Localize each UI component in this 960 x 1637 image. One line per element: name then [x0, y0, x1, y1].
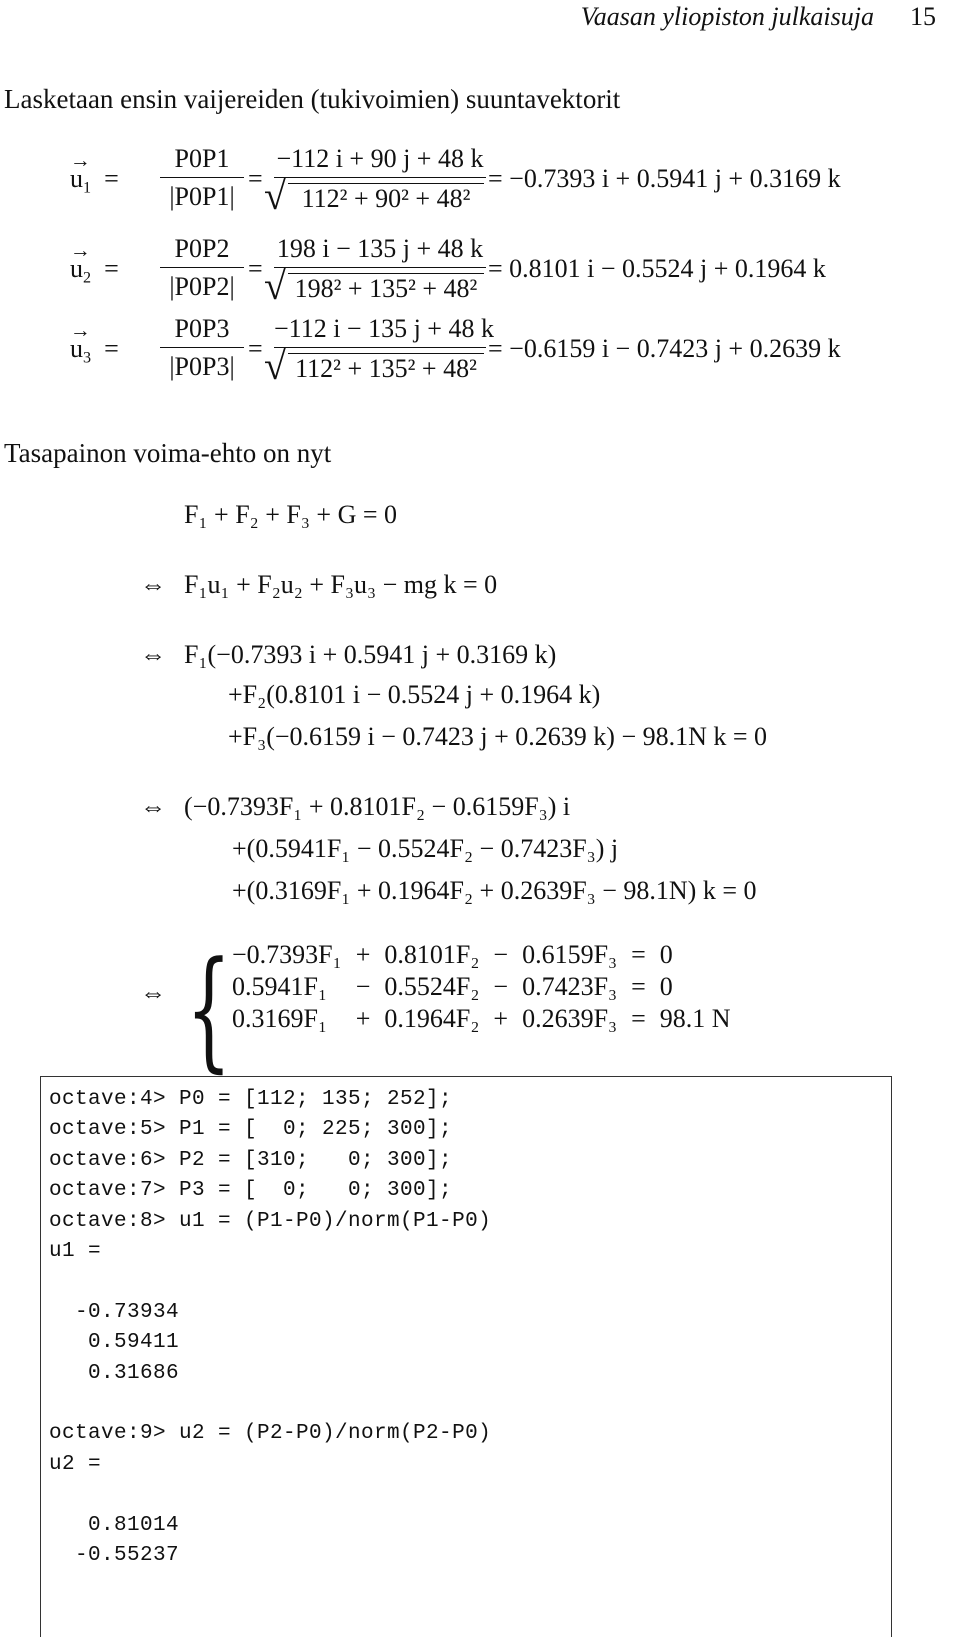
system-cell: 0.8101F₂ — [384, 940, 480, 969]
system-cell: − — [493, 940, 509, 969]
iff-symbol: ⇔ — [140, 570, 166, 599]
denominator-expression: 112² + 135² + 48² — [295, 354, 477, 383]
system-cell: 0.2639F₃ — [522, 1004, 618, 1033]
unit-vector-result: = −0.6159 i − 0.7423 j + 0.2639 k — [488, 334, 841, 363]
journal-title: Vaasan yliopiston julkaisuja — [580, 2, 874, 31]
octave-line — [49, 1480, 891, 1510]
sqrt-icon: √ — [264, 343, 286, 388]
octave-line: octave:4> P0 = [112; 135; 252]; — [49, 1088, 453, 1111]
sqrt-icon: √ — [264, 173, 286, 218]
numerator-expression: 198 i − 135 j + 48 k — [276, 234, 484, 263]
system-cell: + — [493, 1004, 509, 1033]
denominator-expression: 198² + 135² + 48² — [294, 274, 478, 303]
octave-line: octave:7> P3 = [ 0; 0; 300]; — [49, 1179, 453, 1203]
numerator-expression: −112 i − 135 j + 48 k — [274, 314, 494, 343]
system-cell: 0.5524F₂ — [384, 972, 480, 1001]
lhs-vector: → $u_1$ = — [70, 164, 119, 198]
octave-session-box — [40, 1076, 892, 1637]
octave-line — [49, 1389, 891, 1419]
octave-line: octave:6> P2 = [310; 0; 300]; — [49, 1148, 453, 1172]
equation-expanded-line-3: +F₃(−0.6159 i − 0.7423 j + 0.2639 k) − 98.1N k = 0 — [228, 722, 768, 751]
octave-line: -0.55237 — [49, 1544, 180, 1568]
system-cell: = — [631, 1004, 646, 1033]
unit-vector-result: = −0.7393 i + 0.5941 j + 0.3169 k — [488, 164, 841, 193]
intro-paragraph: Lasketaan ensin vaijereiden (tukivoimien) suuntavektorit — [4, 84, 621, 114]
fraction-numerator: P0P3 — [174, 314, 230, 343]
octave-line — [49, 1267, 891, 1297]
system-cell: 0.5941F₁ — [232, 972, 328, 1001]
system-cell: 0.3169F₁ — [232, 1004, 328, 1033]
left-brace: { — [186, 933, 232, 1085]
system-cell: + — [355, 1004, 371, 1033]
balance-paragraph: Tasapainon voima-ehto on nyt — [4, 438, 332, 468]
octave-line: u2 = — [49, 1452, 102, 1476]
system-cell: 0.7423F₃ — [522, 972, 618, 1001]
system-cell: + — [355, 940, 371, 969]
running-header — [581, 2, 936, 32]
fraction-numerator: P0P1 — [174, 144, 230, 173]
page-number: 15 — [910, 2, 936, 31]
system-cell: = — [631, 972, 646, 1001]
octave-line: octave:5> P1 = [ 0; 225; 300]; — [49, 1118, 453, 1142]
octave-line: 0.81014 — [49, 1513, 180, 1537]
system-cell: −0.7393F₁ — [232, 940, 342, 969]
system-cell: − — [355, 972, 371, 1001]
octave-line: 0.31686 — [49, 1361, 180, 1385]
system-cell: 0 — [659, 940, 673, 969]
equation-unit-vectors: F₁u₁ + F₂u₂ + F₃u₃ − mg k = 0 — [184, 570, 498, 599]
iff-symbol: ⇔ — [140, 978, 166, 1007]
system-cell: 0 — [659, 972, 673, 1001]
system-row — [232, 940, 745, 972]
fraction-denominator: |P0P1| — [169, 182, 235, 211]
octave-line: octave:9> u2 = (P2-P0)/norm(P2-P0) — [49, 1422, 492, 1446]
unit-vector-result: = 0.8101 i − 0.5524 j + 0.1964 k — [488, 254, 826, 283]
octave-line: -0.73934 — [49, 1300, 180, 1324]
unit-vector-row: → $u_1$ = P0P1 |P0P1| = −112 i + 90 j + 48 k √ 112² + 90² + 48² = −0.7393 i + 0.5941 j + 0.3169 k — [0, 140, 960, 230]
denominator-expression: 112² + 90² + 48² — [301, 184, 471, 213]
octave-line: octave:8> u1 = (P1-P0)/norm(P1-P0) — [49, 1209, 492, 1233]
octave-line: 0.59411 — [49, 1331, 180, 1355]
fraction-numerator: P0P2 — [174, 234, 230, 263]
system-row — [232, 1004, 745, 1036]
linear-system — [232, 940, 745, 1036]
system-cell: − — [493, 972, 509, 1001]
equation-grouped-line-2: +(0.5941F₁ − 0.5524F₂ − 0.7423F₃) j — [232, 834, 619, 863]
equation-grouped-line-1: (−0.7393F₁ + 0.8101F₂ − 0.6159F₃) i — [184, 792, 571, 821]
system-cell: 98.1 N — [659, 1004, 731, 1033]
equation-force-sum: F₁ + F₂ + F₃ + G = 0 — [184, 500, 398, 529]
lhs-vector: → $u_2$ = — [70, 254, 119, 288]
octave-session-code — [41, 1077, 891, 1571]
system-cell: 0.6159F₃ — [522, 940, 618, 969]
lhs-vector: → $u_3$ = — [70, 334, 119, 368]
equation-grouped-line-3: +(0.3169F₁ + 0.1964F₂ + 0.2639F₃ − 98.1N) k = 0 — [232, 876, 757, 905]
system-cell: = — [631, 940, 646, 969]
unit-vector-row: → $u_3$ = P0P3 |P0P3| = −112 i − 135 j + 48 k √ 112² + 135² + 48² = −0.6159 i − 0.7423 j + 0.2639 k — [0, 310, 960, 400]
equation-expanded-line-2: +F₂(0.8101 i − 0.5524 j + 0.1964 k) — [228, 680, 601, 709]
fraction-denominator: |P0P3| — [169, 352, 235, 381]
system-cell: 0.1964F₂ — [384, 1004, 480, 1033]
numerator-expression: −112 i + 90 j + 48 k — [276, 144, 484, 173]
octave-line: u1 = — [49, 1240, 102, 1264]
equation-expanded-line-1: F₁(−0.7393 i + 0.5941 j + 0.3169 k) — [184, 640, 557, 669]
iff-symbol: ⇔ — [140, 792, 166, 821]
unit-vector-row: → $u_2$ = P0P2 |P0P2| = 198 i − 135 j + 48 k √ 198² + 135² + 48² = 0.8101 i − 0.5524 j + 0.1964 k — [0, 230, 960, 320]
sqrt-icon: √ — [264, 263, 286, 308]
iff-symbol: ⇔ — [140, 640, 166, 669]
system-row — [232, 972, 745, 1004]
fraction-denominator: |P0P2| — [169, 272, 235, 301]
